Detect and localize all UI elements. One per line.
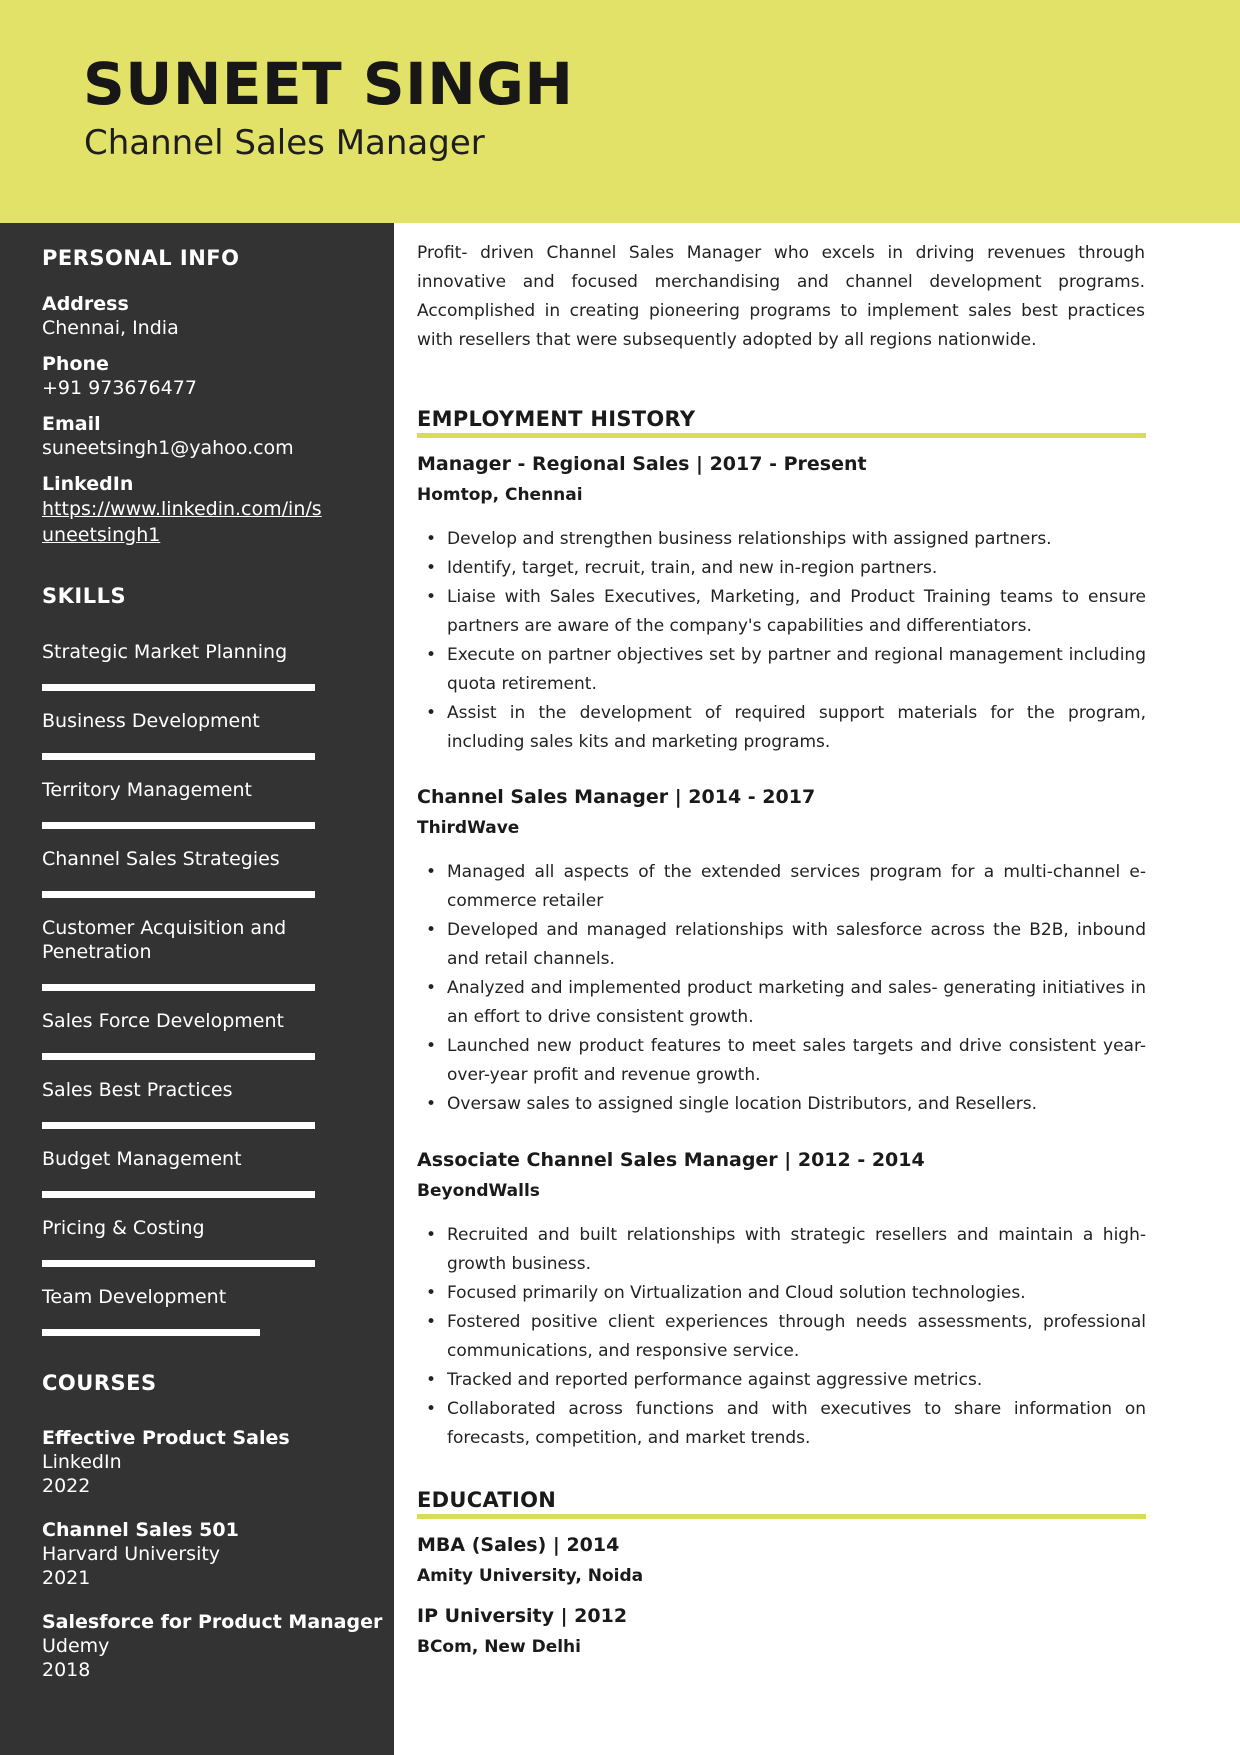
course-year: 2022 [42,1475,91,1497]
job-title: Associate Channel Sales Manager | 2012 - 2014 [417,1149,925,1171]
job-company: BeyondWalls [417,1181,540,1201]
job-bullet: • Tracked and reported performance against aggressive metrics. [417,1366,1146,1395]
course-year: 2021 [42,1567,91,1589]
job-bullet: • Execute on partner objectives set by partner and regional management including quota retirement. [417,641,1146,699]
skill-item [42,1009,342,1033]
course-provider: Udemy [42,1635,110,1657]
skill-label: Channel Sales Strategies [42,848,280,870]
skill-level-bar [42,753,315,760]
phone-block [42,352,362,400]
education-title: MBA (Sales) | 2014 [417,1534,620,1556]
job-bullet: • Fostered positive client experiences through needs assessments, professional communications, and responsive service. [417,1308,1146,1366]
job-title: Manager - Regional Sales | 2017 - Present [417,453,867,475]
skill-item [42,1078,342,1102]
job-bullet: • Identify, target, recruit, train, and new in-region partners. [417,554,1146,583]
job-title: Channel Sales Manager | 2014 - 2017 [417,786,816,808]
job-bullet: • Launched new product features to meet sales targets and drive consistent year-over-year profit and revenue growth. [417,1032,1146,1090]
job-bullet: • Oversaw sales to assigned single location Distributors, and Resellers. [417,1090,1146,1119]
course-item [42,1426,382,1498]
phone-label: Phone [42,353,109,375]
skill-item [42,709,342,733]
address-value: Chennai, India [42,317,179,339]
course-year: 2018 [42,1659,91,1681]
education-school: Amity University, Noida [417,1566,644,1586]
course-provider: Harvard University [42,1543,221,1565]
email-value[interactable]: suneetsingh1@yahoo.com [42,437,294,459]
job-bullet: • Managed all aspects of the extended services program for a multi-channel e-commerce retailer [417,858,1146,916]
employment-rule [417,433,1146,438]
job-bullet: • Focused primarily on Virtualization and Cloud solution technologies. [417,1279,1146,1308]
job-bullets [417,525,1146,757]
job-bullet: • Assist in the development of required support materials for the program, including sales kits and marketing programs. [417,699,1146,757]
skill-label: Pricing & Costing [42,1217,205,1239]
job-company: ThirdWave [417,818,520,838]
course-item [42,1518,382,1590]
skill-level-bar [42,1191,315,1198]
job-bullets [417,858,1146,1119]
job-bullet: • Develop and strengthen business relationships with assigned partners. [417,525,1146,554]
skill-item [42,1285,342,1309]
employment-heading: EMPLOYMENT HISTORY [417,407,696,431]
profile-summary: Profit- driven Channel Sales Manager who excels in driving revenues through innovative and focused merchandising and channel development programs. Accomplished in creating pioneering programs to implement sales best practices with resellers that were subsequently adopted by all regions nationwide. [417,243,1145,350]
education-rule [417,1514,1146,1519]
education-heading: EDUCATION [417,1488,557,1512]
skill-level-bar [42,1122,315,1129]
job-bullet: • Liaise with Sales Executives, Marketing, and Product Training teams to ensure partners are aware of the company's capabilities and differentiators. [417,583,1146,641]
personal-info-heading: PERSONAL INFO [42,246,240,270]
job-bullet: • Analyzed and implemented product marketing and sales- generating initiatives in an effort to drive consistent growth. [417,974,1146,1032]
skill-label: Strategic Market Planning [42,641,288,663]
skill-level-bar [42,684,315,691]
header-band [0,0,1240,223]
candidate-title: Channel Sales Manager [84,123,485,163]
skill-item [42,916,342,964]
job-bullet: • Collaborated across functions and with executives to share information on forecasts, competition, and market trends. [417,1395,1146,1453]
skill-level-bar [42,822,315,829]
skill-item [42,847,342,871]
skills-heading: SKILLS [42,584,127,608]
courses-heading: COURSES [42,1371,157,1395]
email-label: Email [42,413,101,435]
skill-label: Budget Management [42,1148,242,1170]
course-provider: LinkedIn [42,1451,122,1473]
skill-label: Business Development [42,710,260,732]
phone-value: +91 973676477 [42,377,197,399]
skill-label: Sales Force Development [42,1010,284,1032]
skill-level-bar [42,1053,315,1060]
skill-item [42,1216,342,1240]
linkedin-block [42,472,362,548]
job-bullet: • Recruited and built relationships with strategic resellers and maintain a high-growth business. [417,1221,1146,1279]
skill-label: Customer Acquisition and Penetration [42,917,287,963]
education-school: BCom, New Delhi [417,1637,581,1657]
sidebar [0,223,394,1755]
course-item [42,1610,382,1682]
course-title: Channel Sales 501 [42,1519,239,1541]
candidate-name: SUNEET SINGH [83,50,574,118]
course-title: Salesforce for Product Manager [42,1611,383,1633]
skill-item [42,640,342,664]
address-block [42,292,362,340]
address-label: Address [42,293,129,315]
linkedin-link[interactable]: https://www.linkedin.com/in/suneetsingh1 [42,498,322,546]
skill-item [42,778,342,802]
job-company: Homtop, Chennai [417,485,583,505]
course-title: Effective Product Sales [42,1427,290,1449]
linkedin-label: LinkedIn [42,473,134,495]
skill-label: Team Development [42,1286,227,1308]
job-bullets [417,1221,1146,1453]
skill-level-bar [42,891,315,898]
email-block [42,412,362,460]
skill-label: Sales Best Practices [42,1079,233,1101]
job-bullet: • Developed and managed relationships with salesforce across the B2B, inbound and retail channels. [417,916,1146,974]
skill-level-bar [42,1260,315,1267]
skill-level-bar [42,984,315,991]
skill-label: Territory Management [42,779,252,801]
skill-level-bar [42,1329,260,1336]
skill-item [42,1147,342,1171]
education-title: IP University | 2012 [417,1605,628,1627]
